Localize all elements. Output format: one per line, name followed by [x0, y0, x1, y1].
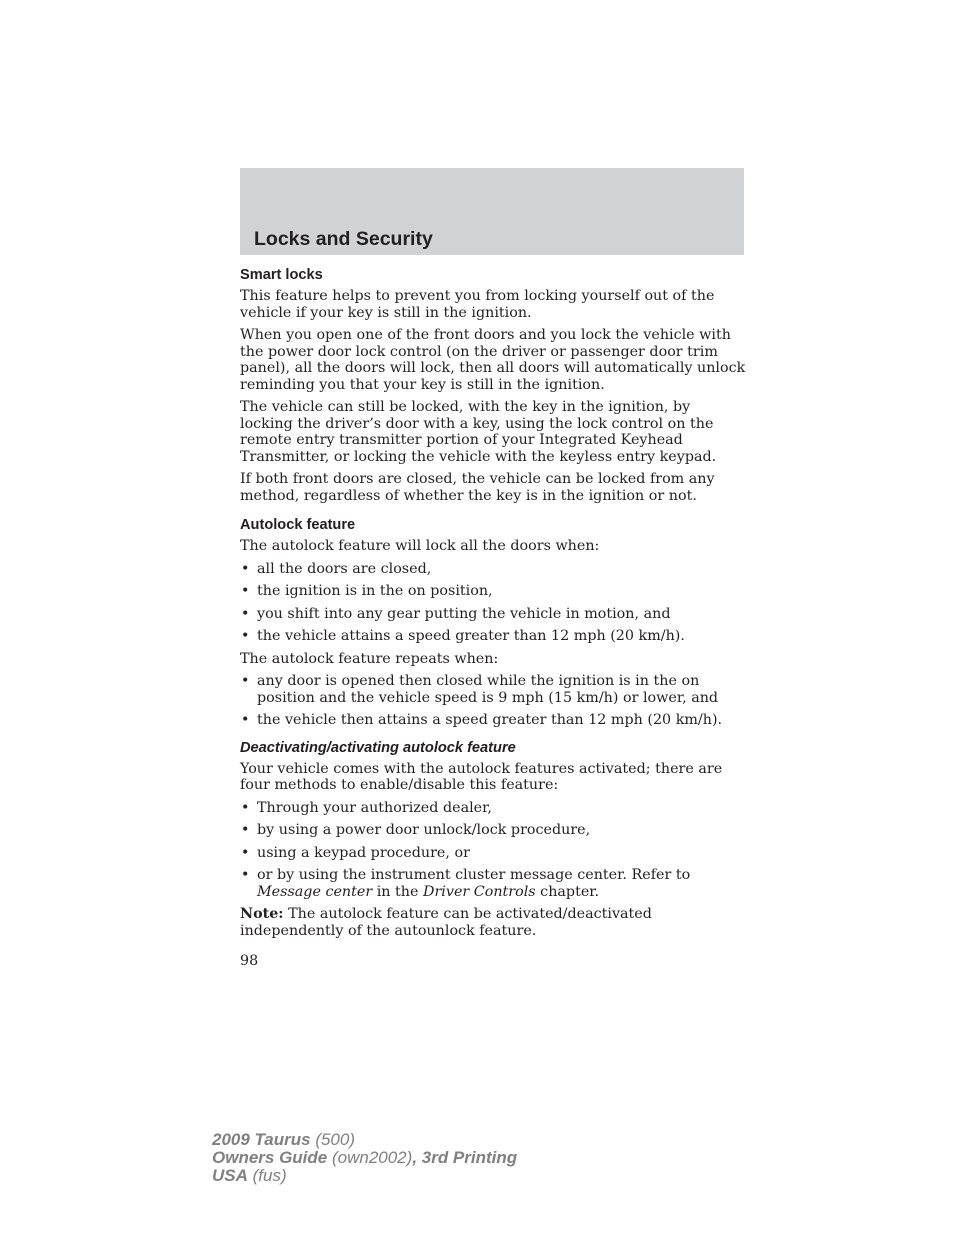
bullet-list-methods	[240, 800, 746, 901]
bullet-icon: •	[241, 712, 250, 728]
footer-line-guide: Owners Guide (own2002), 3rd Printing	[212, 1148, 518, 1167]
list-item-text: the vehicle then attains a speed greater than 12 mph (20 km/h).	[257, 712, 723, 728]
section-autolock	[240, 516, 746, 729]
page-number: 98	[240, 953, 259, 969]
section-smart-locks	[240, 266, 746, 504]
footer-line-market: USA (fus)	[212, 1166, 287, 1185]
list-item	[240, 800, 746, 817]
chapter-header-band	[240, 168, 744, 255]
page-content	[240, 266, 746, 970]
bullet-icon: •	[241, 844, 250, 861]
bullet-icon: •	[241, 560, 250, 577]
list-item	[240, 867, 746, 900]
section-heading-autolock: Autolock feature	[240, 517, 356, 533]
chapter-title: Locks and Security	[254, 228, 433, 250]
list-item-text: or by using the instrument cluster message center. Refer to Message center in the Driver Controls chapter.	[257, 867, 691, 900]
bullet-icon: •	[241, 799, 250, 816]
list-item	[240, 561, 746, 578]
bullet-list-repeat-conditions	[240, 673, 746, 729]
bullet-icon: •	[241, 583, 250, 599]
list-item	[240, 628, 746, 645]
footer-line-model: 2009 Taurus (500)	[212, 1130, 356, 1149]
list-item-text: the ignition is in the on position,	[257, 583, 493, 599]
paragraph: If both front doors are closed, the vehicle can be locked from any method, regardless of whether the key is in the ignition or not.	[240, 471, 715, 504]
list-item-text: Through your authorized dealer,	[257, 799, 492, 816]
cross-reference-driver-controls: Driver Controls	[423, 883, 536, 900]
list-item-text: all the doors are closed,	[257, 560, 432, 577]
paragraph: When you open one of the front doors and you lock the vehicle with the power door lock control (on the driver or passenger door trim panel), all the doors will lock, then all doors will automatically unlock reminding you that your key is still in the ignition.	[240, 327, 746, 393]
bullet-icon: •	[241, 822, 250, 838]
bullet-icon: •	[241, 605, 250, 622]
list-item-text: by using a power door unlock/lock procedure,	[257, 822, 591, 838]
cross-reference-message-center: Message center	[257, 883, 373, 900]
paragraph: This feature helps to prevent you from locking yourself out of the vehicle if your key is still in the ignition.	[240, 288, 715, 321]
list-item	[240, 822, 746, 839]
note-label: Note:	[240, 906, 284, 922]
paragraph: Your vehicle comes with the autolock features activated; there are four methods to enable/disable this feature:	[240, 760, 723, 793]
section-heading-deactivating: Deactivating/activating autolock feature	[240, 739, 516, 756]
paragraph: The autolock feature will lock all the doors when:	[240, 538, 600, 554]
list-item-text: the vehicle attains a speed greater than 12 mph (20 km/h).	[257, 628, 685, 644]
note	[240, 906, 746, 939]
list-item	[240, 583, 746, 600]
section-heading-smart-locks: Smart locks	[240, 267, 323, 283]
bullet-list-conditions	[240, 561, 746, 645]
bullet-icon: •	[241, 628, 250, 644]
list-item	[240, 673, 746, 706]
paragraph: The autolock feature repeats when:	[240, 650, 499, 667]
bullet-icon: •	[241, 867, 250, 883]
section-deactivating	[240, 739, 746, 940]
list-item-text: using a keypad procedure, or	[257, 844, 470, 861]
list-item-text: you shift into any gear putting the vehicle in motion, and	[257, 605, 671, 622]
bullet-icon: •	[241, 673, 250, 689]
list-item	[240, 845, 746, 862]
list-item-text: any door is opened then closed while the ignition is in the on position and the vehicle speed is 9 mph (15 km/h) or lower, and	[257, 673, 719, 706]
note-text: The autolock feature can be activated/deactivated independently of the autounlock feature.	[240, 906, 652, 939]
paragraph: The vehicle can still be locked, with the key in the ignition, by locking the driver’s door with a key, using the lock control on the remote entry transmitter portion of your Integrated Keyhead Transmitter, or locking the vehicle with the keyless entry keypad.	[240, 399, 717, 465]
list-item	[240, 712, 746, 729]
document-footer	[212, 1131, 517, 1185]
list-item	[240, 606, 746, 623]
